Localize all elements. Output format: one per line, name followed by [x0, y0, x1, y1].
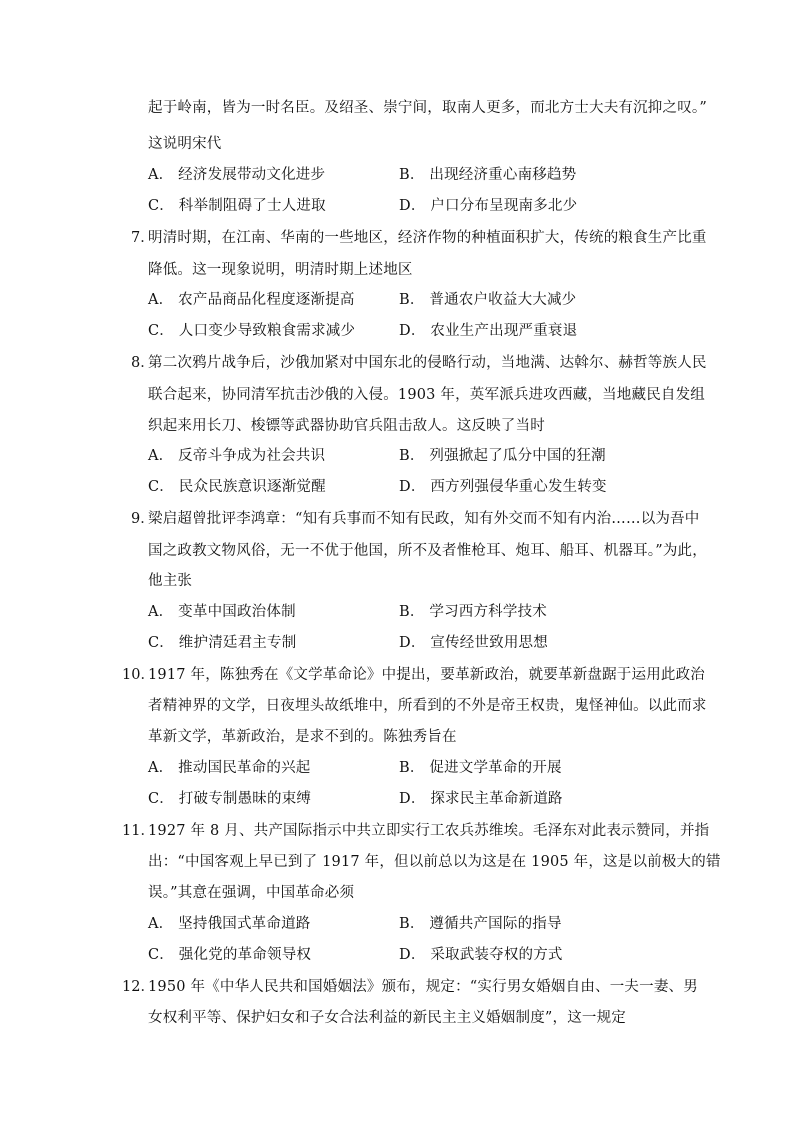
option-d: D． 宣传经世致用思想: [399, 635, 548, 651]
stem-line: 误。”其意在强调，中国革命必须: [148, 885, 355, 901]
option-d: D． 探求民主革命新道路: [399, 791, 563, 807]
stem-line: 第二次鸦片战争后，沙俄加紧对中国东北的侵略行动，当地满、达斡尔、赫哲等族人民: [148, 355, 707, 371]
option-a: A． 坚持俄国式革命道路: [148, 916, 311, 932]
option-b: B． 遵循共产国际的指导: [399, 916, 562, 932]
stem-line: 联合起来，协同清军抗击沙俄的入侵。1903 年，英军派兵进攻西藏，当地藏民自发组: [148, 387, 706, 403]
option-c: C． 打破专制愚昧的束缚: [148, 791, 312, 807]
option-a: A． 经济发展带动文化进步: [148, 167, 326, 183]
option-c: C． 强化党的革命领导权: [148, 947, 312, 963]
stem-line: 这说明宋代: [148, 136, 222, 152]
option-d: D． 西方列强侵华重心发生转变: [399, 479, 607, 495]
option-a: A． 推动国民革命的兴起: [148, 760, 311, 776]
question-number: 7．: [131, 230, 155, 246]
option-b: B． 促进文学革命的开展: [399, 760, 562, 776]
question-number: 9．: [131, 511, 155, 527]
stem-line: 梁启超曾批评李鸿章：“知有兵事而不知有民政，知有外交而不知有内治……以为吾中: [148, 511, 700, 527]
option-a: A． 反帝斗争成为社会共识: [148, 448, 326, 464]
option-b: B． 出现经济重心南移趋势: [399, 167, 577, 183]
option-c: C． 科举制阻碍了士人进取: [148, 198, 326, 214]
question-number: 8．: [131, 355, 155, 371]
stem-line: 革新文学，革新政治，是求不到的。陈独秀旨在: [148, 729, 457, 745]
stem-line: 1950 年《中华人民共和国婚姻法》颁布，规定：“实行男女婚姻自由、一夫一妻、男: [148, 979, 698, 995]
option-d: D． 农业生产出现严重衰退: [399, 323, 578, 339]
stem-line: 1927 年 8 月、共产国际指示中共立即实行工农兵苏维埃。毛泽东对此表示赞同，并指: [148, 823, 710, 839]
stem-line: 者精神界的文学，日夜埋头故纸堆中，所看到的不外是帝王权贵，鬼怪神仙。以此而求: [148, 698, 707, 714]
option-b: B． 普通农户收益大大减少: [399, 292, 577, 308]
stem-line: 出：“中国客观上早已到了 1917 年，但以前总以为这是在 1905 年，这是以前极大的错: [148, 854, 721, 870]
question-number: 11．: [122, 823, 155, 839]
option-d: D． 采取武装夺权的方式: [399, 947, 563, 963]
stem-line: 织起来用长刀、梭镖等武器协助官兵阻击敌人。这反映了当时: [148, 418, 545, 434]
option-a: A． 变革中国政治体制: [148, 604, 296, 620]
option-c: C． 人口变少导致粮食需求减少: [148, 323, 356, 339]
question-number: 10．: [122, 667, 155, 683]
option-a: A． 农产品商品化程度逐渐提高: [148, 292, 355, 308]
question-number: 12．: [122, 979, 155, 995]
stem-line: 女权利平等、保护妇女和子女合法利益的新民主主义婚姻制度”，这一规定: [148, 1010, 627, 1026]
stem-line: 起于岭南，皆为一时名臣。及绍圣、崇宁间，取南人更多，而北方士大夫有沉抑之叹。”: [148, 100, 707, 116]
stem-line: 国之政教文物风俗，无一不优于他国，所不及者惟枪耳、炮耳、船耳、机器耳。”为此，: [148, 543, 707, 559]
option-b: B． 学习西方科学技术: [399, 604, 547, 620]
stem-line: 1917 年，陈独秀在《文学革命论》中提出，要革新政治，就要革新盘踞于运用此政治: [148, 667, 706, 683]
stem-line: 他主张: [148, 573, 193, 589]
option-c: C． 民众民族意识逐渐觉醒: [148, 479, 326, 495]
option-c: C． 维护清廷君主专制: [148, 635, 297, 651]
stem-line: 明清时期，在江南、华南的一些地区，经济作物的种植面积扩大，传统的粮食生产比重: [148, 230, 707, 246]
stem-line: 降低。这一现象说明，明清时期上述地区: [148, 262, 413, 278]
option-d: D． 户口分布呈现南多北少: [399, 198, 578, 214]
option-b: B． 列强掀起了瓜分中国的狂潮: [399, 448, 606, 464]
